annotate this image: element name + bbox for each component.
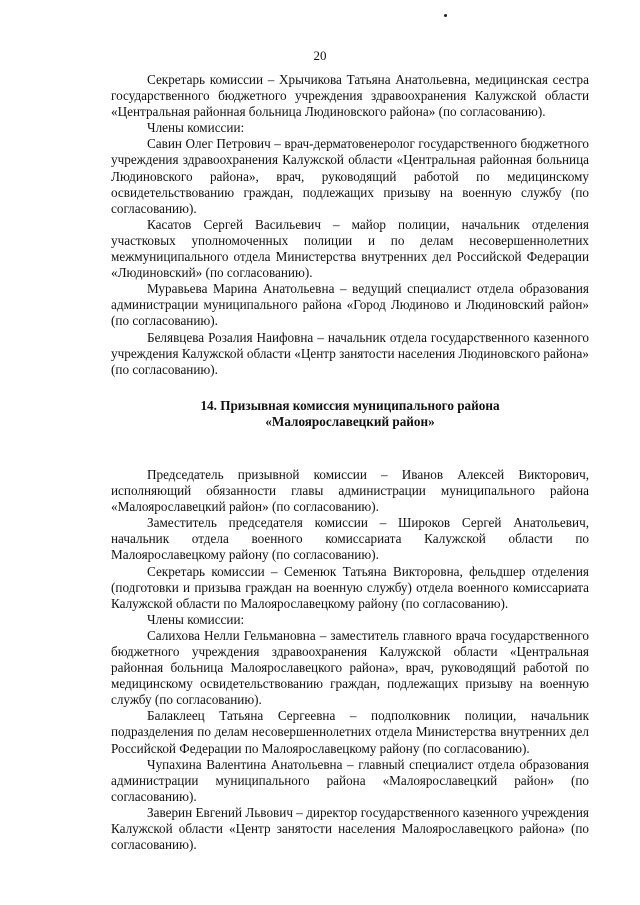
paragraph-member: Белявцева Розалия Наифовна – начальник отдела государственного казенного учреждения Калужской области «Центр занятости населения Людиновского района» (по согласованию).	[111, 329, 589, 377]
paragraph-members-label: Члены комиссии:	[147, 611, 245, 627]
paragraph-secretary: Секретарь комиссии – Семенюк Татьяна Викторовна, фельдшер отделения (подготовки и призыва граждан на военную службу) отдела военного комиссариата Калужской области по Малоярославецкому району (по согласованию).	[111, 563, 589, 611]
paragraph-member: Балаклеец Татьяна Сергеевна – подполковник полиции, начальник подразделения по делам несовершеннолетних отдела Министерства внутренних дел Российской Федерации по Малоярославецкому району (по согласованию).	[111, 708, 589, 756]
paragraph-members-label: Члены комиссии:	[147, 120, 245, 136]
section-heading-line2: «Малоярославецкий район»	[265, 413, 435, 429]
paragraph-member: Муравьева Марина Анатольевна – ведущий специалист отдела образования администрации муниципального района «Город Людиново и Людиновский район» (по согласованию).	[111, 281, 589, 329]
paragraph-deputy: Заместитель председателя комиссии – Широков Сергей Анатольевич, начальник отдела военного комиссариата Калужской области по Малоярославецкому району (по согласованию).	[111, 515, 589, 563]
paragraph-member: Савин Олег Петрович – врач-дерматовенеролог государственного бюджетного учреждения здравоохранения Калужской области «Центральная районная больница Людиновского района», врач, руководящий работой по медицинскому освидетельствованию граждан, подлежащих призыву на военную службу (по согласованию).	[111, 136, 589, 216]
scan-speck	[444, 14, 447, 17]
section-heading-line1: 14. Призывная комиссия муниципального района	[200, 397, 500, 413]
paragraph-secretary: Секретарь комиссии – Хрычикова Татьяна Анатольевна, медицинская сестра государственного бюджетного учреждения здравоохранения Калужской области «Центральная районная больница Людиновского района» (по согласованию).	[111, 72, 589, 120]
paragraph-member: Салихова Нелли Гельмановна – заместитель главного врача государственного бюджетного учреждения здравоохранения Калужской области «Центральная районная больница Малоярославецкого района», врач, руководящий работой по медицинскому освидетельствованию граждан, подлежащих призыву на военную службу (по согласованию).	[111, 627, 589, 708]
section-heading	[111, 398, 589, 430]
paragraph-member: Заверин Евгений Львович – директор государственного казенного учреждения Калужской области «Центр занятости населения Малоярославецкого района» (по согласованию).	[111, 804, 589, 853]
page-number: 20	[313, 48, 327, 63]
paragraph-member: Касатов Сергей Васильевич – майор полиции, начальник отделения участковых уполномоченных полиции и по делам несовершеннолетних межмуниципального отдела Министерства внутренних дел Российской Федерации «Людиновский» (по согласованию).	[111, 216, 589, 281]
paragraph-member: Чупахина Валентина Анатольевна – главный специалист отдела образования администрации муниципального района «Малоярославецкий район» (по согласованию).	[111, 756, 589, 804]
paragraph-chairman: Председатель призывной комиссии – Иванов Алексей Викторович, исполняющий обязанности главы администрации муниципального района «Малоярославецкий район» (по согласованию).	[111, 466, 589, 515]
document-body	[111, 72, 589, 853]
